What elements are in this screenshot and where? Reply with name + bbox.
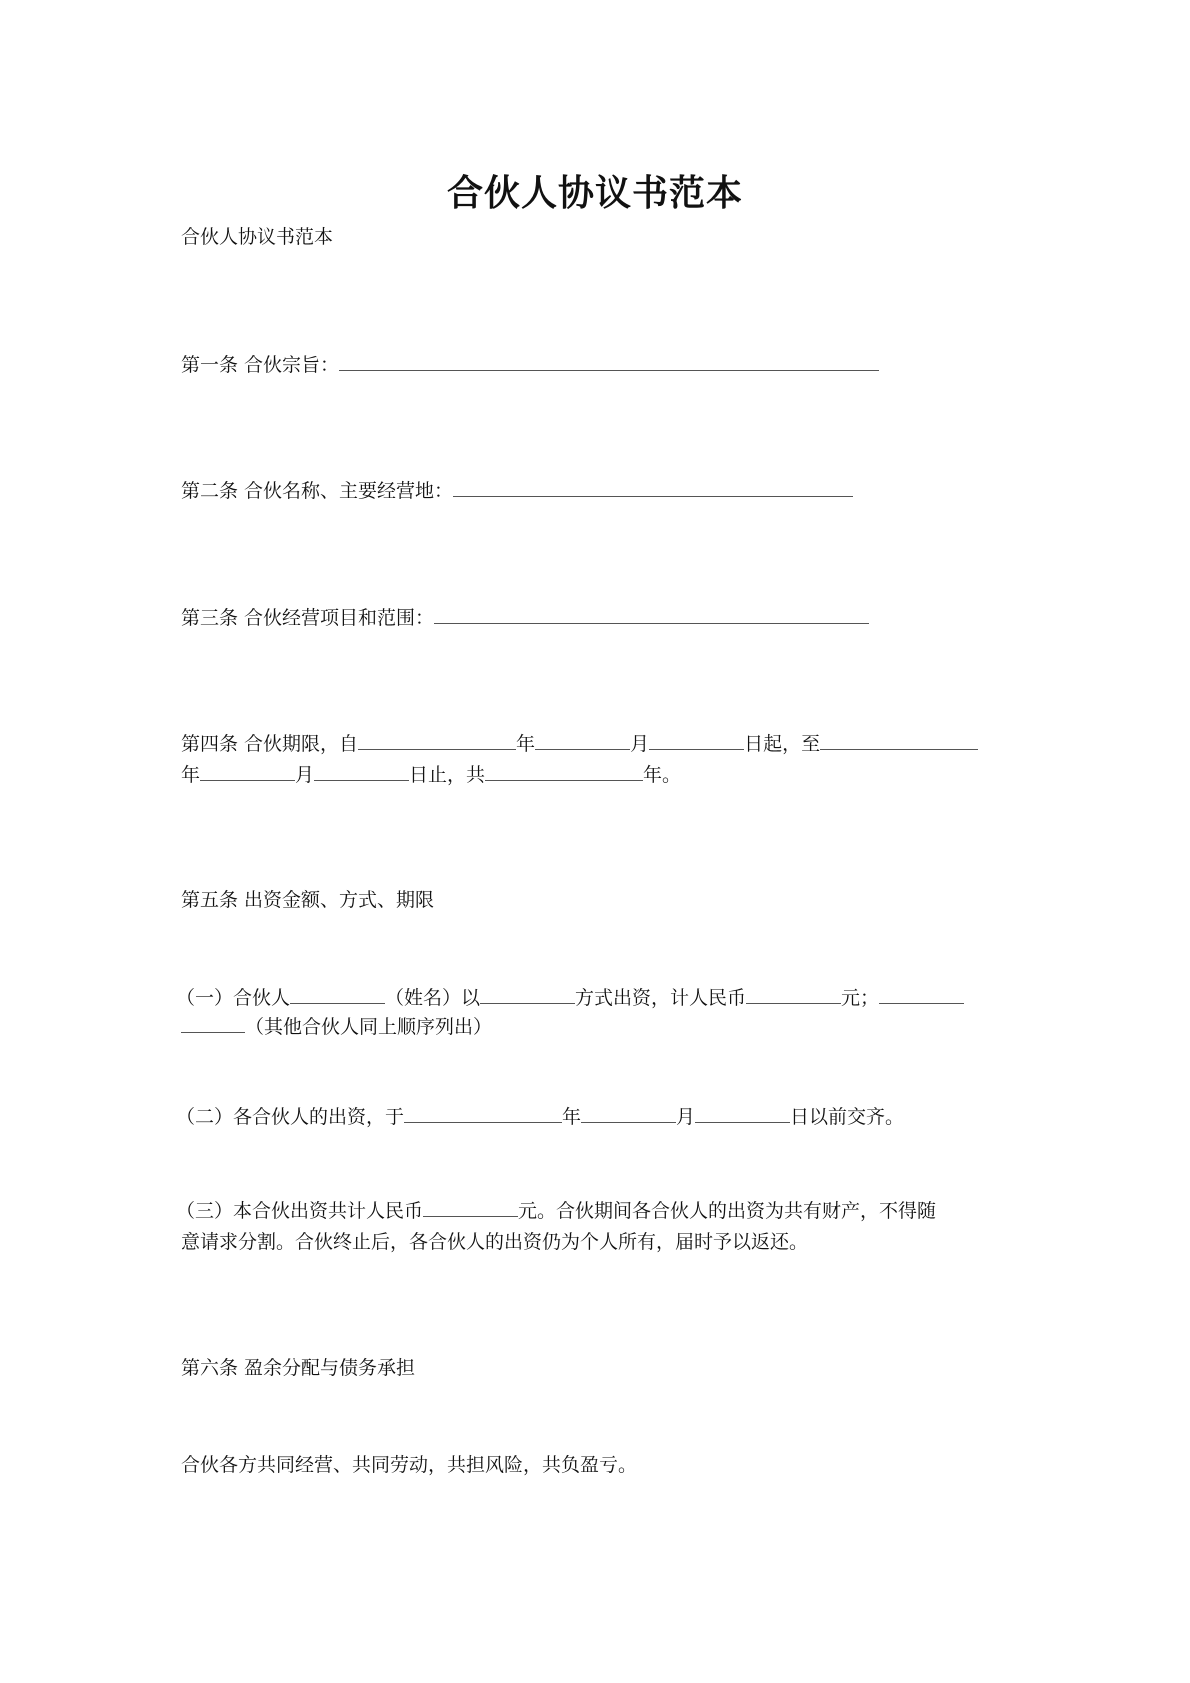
- article-5-item-3-line-1: [176, 1198, 936, 1224]
- item-3-text: 元。合伙期间各合伙人的出资为共有财产，不得随: [518, 1200, 937, 1222]
- other-partners-blank-cont[interactable]: [181, 1014, 245, 1033]
- article-1-label: 第一条 合伙宗旨：: [181, 354, 340, 376]
- article-4-text: 第四条 合伙期限，自: [181, 733, 359, 755]
- article-2: [181, 478, 853, 504]
- end-day-blank[interactable]: [314, 762, 409, 781]
- scope-blank[interactable]: [434, 605, 869, 624]
- start-year-blank[interactable]: [358, 731, 516, 750]
- day-from-label: 日起，至: [744, 733, 821, 755]
- start-month-blank[interactable]: [535, 731, 630, 750]
- item-2-text: 年: [562, 1106, 582, 1128]
- other-partners-blank[interactable]: [879, 985, 964, 1004]
- end-year-blank[interactable]: [820, 731, 978, 750]
- deadline-year-blank[interactable]: [404, 1104, 562, 1123]
- deadline-day-blank[interactable]: [695, 1104, 790, 1123]
- item-3-text: （三）本合伙出资共计人民币: [176, 1200, 424, 1222]
- article-1: [181, 352, 879, 378]
- contribution-method-blank[interactable]: [480, 985, 575, 1004]
- partner-name-blank[interactable]: [290, 985, 385, 1004]
- year-label: 年: [516, 733, 536, 755]
- year-label: 年: [181, 764, 201, 786]
- end-month-blank[interactable]: [200, 762, 295, 781]
- article-5-item-2: [176, 1104, 904, 1130]
- contribution-amount-blank[interactable]: [746, 985, 841, 1004]
- article-4-line-1: [181, 731, 978, 757]
- item-2-text: 日以前交齐。: [790, 1106, 905, 1128]
- document-title: 合伙人协议书范本: [446, 172, 743, 214]
- total-years-blank[interactable]: [485, 762, 643, 781]
- item-1-text: （一）合伙人: [176, 987, 291, 1009]
- item-1-text: （其他合伙人同上顺序列出）: [245, 1016, 493, 1038]
- deadline-month-blank[interactable]: [581, 1104, 676, 1123]
- article-2-label: 第二条 合伙名称、主要经营地：: [181, 480, 454, 502]
- day-to-label: 日止，共: [409, 764, 486, 786]
- month-label: 月: [630, 733, 650, 755]
- document-subtitle: 合伙人协议书范本: [181, 226, 334, 248]
- article-6-heading: 第六条 盈余分配与债务承担: [181, 1357, 416, 1379]
- article-3: [181, 605, 869, 631]
- purpose-blank[interactable]: [339, 352, 879, 371]
- item-2-text: （二）各合伙人的出资，于: [176, 1106, 405, 1128]
- total-amount-blank[interactable]: [423, 1198, 518, 1217]
- article-5-item-1-line-1: [176, 985, 964, 1011]
- year-end-label: 年。: [643, 764, 682, 786]
- article-5-item-1-line-2: [181, 1014, 492, 1040]
- item-2-text: 月: [676, 1106, 696, 1128]
- article-4-line-2: [181, 762, 681, 788]
- item-1-text: 元；: [841, 987, 880, 1009]
- article-6-body: 合伙各方共同经营、共同劳动，共担风险，共负盈亏。: [181, 1454, 638, 1476]
- month-label: 月: [295, 764, 315, 786]
- article-3-label: 第三条 合伙经营项目和范围：: [181, 607, 435, 629]
- item-1-text: （姓名）以: [385, 987, 481, 1009]
- article-5-heading: 第五条 出资金额、方式、期限: [181, 889, 435, 911]
- name-location-blank[interactable]: [453, 478, 853, 497]
- article-5-item-3-line-2: 意请求分割。合伙终止后，各合伙人的出资仍为个人所有，届时予以返还。: [181, 1231, 809, 1253]
- item-1-text: 方式出资，计人民币: [575, 987, 747, 1009]
- start-day-blank[interactable]: [649, 731, 744, 750]
